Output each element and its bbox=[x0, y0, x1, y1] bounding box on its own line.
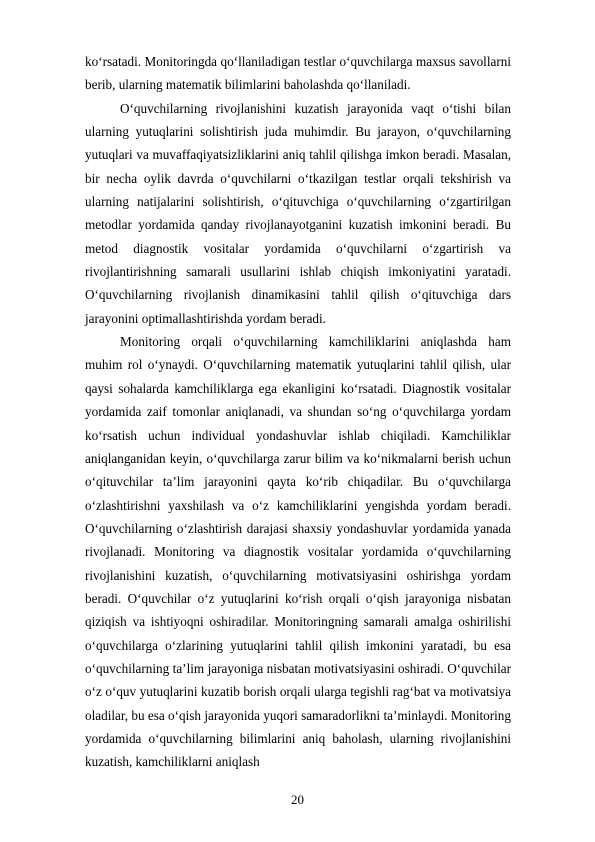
page-number: 20 bbox=[291, 792, 304, 807]
paragraph-continuation: ko‘rsatadi. Monitoringda qo‘llaniladigan testlar o‘quvchilarga maxsus savollarni berib, ularning matematik bilimlarini baholashda qo‘llaniladi. bbox=[85, 54, 511, 93]
paragraph-monitoring-weaknesses: Monitoring orqali o‘quvchilarning kamchiliklarini aniqlashda ham muhim rol o‘ynaydi. O‘quvchilarning matematik yutuqlarini tahlil qilish, ular qaysi sohalarda kamchiliklarga ega ekanligini ko‘rsatadi. Diagnostik vositalar yordamida zaif tomonlar aniqlanadi, va shundan so‘ng o‘quvchilarga yordam ko‘rsatish uchun individual yondashuvlar ishlab chiqiladi. Kamchiliklar aniqlanganidan keyin, o‘quvchilarga zarur bilim va ko‘nikmalarni berish uchun o‘qituvchilar ta’lim jarayonini qayta ko‘rib chiqadilar. Bu o‘quvchilarga o‘zlashtirishni yaxshilash va o‘z kamchiliklarini yengishda yordam beradi. O‘quvchilarning o‘zlashtirish darajasi shaxsiy yondashuvlar yordamida yanada rivojlanadi. Monitoring va diagnostik vositalar yordamida o‘quvchilarning rivojlanishini kuzatish, o‘quvchilarning motivatsiyasini oshirishga yordam beradi. O‘quvchilar o‘z yutuqlarini ko‘rish orqali o‘qish jarayoniga nisbatan qiziqish va ishtiyoqni oshiradilar. Monitoringning samarali amalga oshirilishi o‘quvchilarga o‘zlarining yutuqlarini tahlil qilish imkonini yaratadi, bu esa o‘quvchilarning ta’lim jarayoniga nisbatan motivatsiyasini oshiradi. O‘quvchilar o‘z o‘quv yutuqlarini kuzatib borish orqali ularga tegishli rag‘bat va motivatsiya oladilar, bu esa o‘qish jarayonida yuqori samaradorlikni ta’minlaydi. Monitoring yordamida o‘quvchilarning bilimlarini aniq baholash, ularning rivojlanishini kuzatish, kamchiliklarni aniqlash bbox=[85, 334, 511, 770]
body-text bbox=[85, 50, 511, 774]
paragraph-progress-tracking: O‘quvchilarning rivojlanishini kuzatish jarayonida vaqt o‘tishi bilan ularning yutuqlarini solishtirish juda muhimdir. Bu jarayon, o‘quvchilarning yutuqlari va muvaffaqiyatsizliklarini aniq tahlil qilishga imkon beradi. Masalan, bir necha oylik davrda o‘quvchilarni o‘tkazilgan testlar orqali tekshirish va ularning natijalarini solishtirish, o‘qituvchiga o‘quvchilarning o‘zgartirilgan metodlar yordamida qanday rivojlanayotganini kuzatish imkonini beradi. Bu metod diagnostik vositalar yordamida o‘quvchilarni o‘zgartirish va rivojlantirishning samarali usullarini ishlab chiqish imkoniyatini yaratadi. O‘quvchilarning rivojlanish dinamikasini tahlil qilish o‘qituvchiga dars jarayonini optimallashtirishda yordam beradi. bbox=[85, 100, 511, 326]
